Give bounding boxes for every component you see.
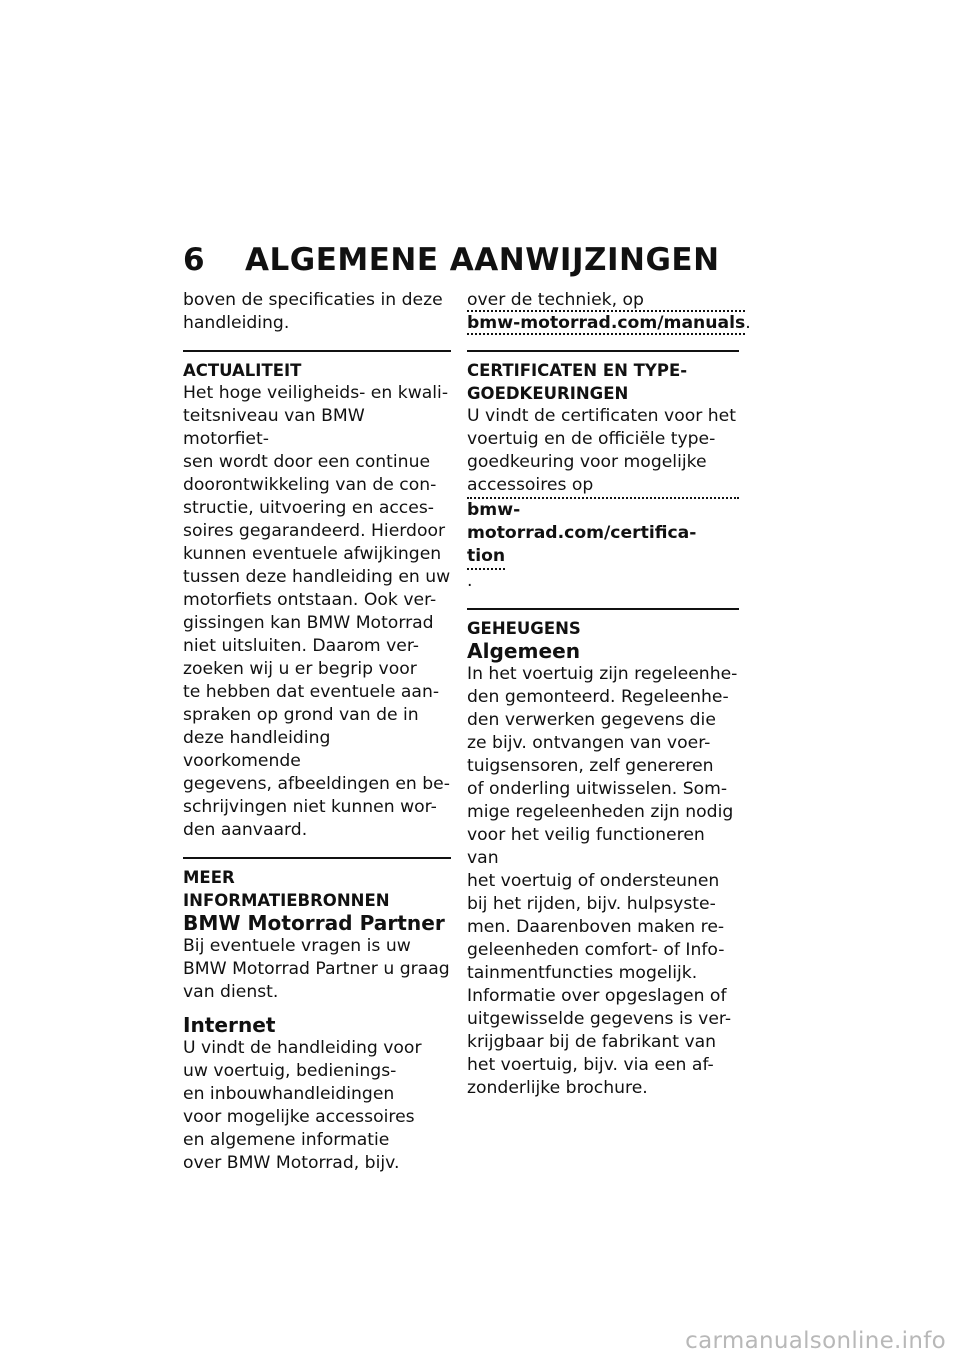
left-intro-text: boven de specificaties in deze handleiding.: [183, 290, 443, 333]
right-intro: [467, 289, 751, 335]
section-meer-informatie: [183, 857, 451, 1175]
manuals-link[interactable]: bmw-motorrad.com/manuals: [467, 310, 745, 335]
section-certificaten: [467, 350, 739, 593]
chapter-title: [183, 240, 720, 280]
certification-link-line2: tion: [467, 545, 505, 570]
section-heading-geheugens: GEHEUGENS: [467, 619, 581, 638]
partner-body: Bij eventuele vragen is uw BMW Motorrad Partner u graag van dienst.: [183, 936, 450, 1002]
certification-link-line1: bmw-motorrad.com/certifica-: [467, 500, 697, 543]
certificaten-body: U vindt de certificaten voor het voertuig en de officiële type- goedkeuring voor mogelijke accessoires op: [467, 406, 736, 495]
left-column: [183, 289, 451, 1175]
certification-link[interactable]: [467, 497, 739, 570]
section-heading-meer-informatie: MEER INFORMATIEBRONNEN: [183, 868, 390, 910]
sub-heading-algemeen: Algemeen: [467, 639, 581, 663]
manuals-link-period: .: [745, 313, 751, 333]
sub-heading-partner: BMW Motorrad Partner: [183, 911, 445, 935]
section-geheugens: [467, 608, 739, 1100]
watermark: carmanualsonline.info: [685, 1328, 946, 1354]
certification-link-para: [467, 497, 739, 593]
right-column: [467, 289, 751, 1100]
sub-heading-internet: Internet: [183, 1013, 276, 1037]
actualiteit-body: Het hoge veiligheids- en kwali- teitsniveau van BMW motorfiet- sen wordt door een continue doorontwikkeling van de con- structie, uitvoering en acces- soires gegarandeerd. Hierdoor kunnen eventuele afwijkingen tussen deze handleiding en uw motorfiets ontstaan. Ook ver- gissingen kan BMW Motorrad niet uitsluiten. Daarom ver- zoeken wij u er begrip voor te hebben dat eventuele aan- spraken op grond van de in deze handleiding voorkomende gegevens, afbeeldingen en be- schrijvingen niet kunnen wor- den aanvaard.: [183, 383, 451, 840]
section-heading-certificaten: CERTIFICATEN EN TYPE- GOEDKEURINGEN: [467, 361, 688, 403]
chapter-number: 6: [183, 242, 206, 278]
right-intro-text: over de techniek, op: [467, 290, 644, 310]
section-actualiteit: [183, 350, 451, 842]
geheugens-body: In het voertuig zijn regeleenhe- den gemonteerd. Regeleenhe- den verwerken gegevens die ze bijv. ontvangen van voer- tuigsensoren, zelf genereren of onderling uitwisselen. Som- mige regeleenheden zijn nodig voor het veilig functioneren van het voertuig of ondersteunen bij het rijden, bijv. hulpsyste- men. Daarenboven maken re- geleenheden comfort- of Info- tainmentfuncties mogelijk. Informatie over opgeslagen of uitgewisselde gegevens is ver- krijgbaar bij de fabrikant van het voertuig, bijv. via een af- zonderlijke brochure.: [467, 664, 738, 1098]
chapter-title-text: ALGEMENE AANWIJZINGEN: [245, 242, 720, 278]
certification-link-period: .: [467, 571, 473, 591]
internet-body: U vindt de handleiding voor uw voertuig, bedienings- en inbouwhandleidingen voor mogelijke accessoires en algemene informatie over BMW Motorrad, bijv.: [183, 1038, 422, 1173]
section-heading-actualiteit: ACTUALITEIT: [183, 361, 302, 380]
